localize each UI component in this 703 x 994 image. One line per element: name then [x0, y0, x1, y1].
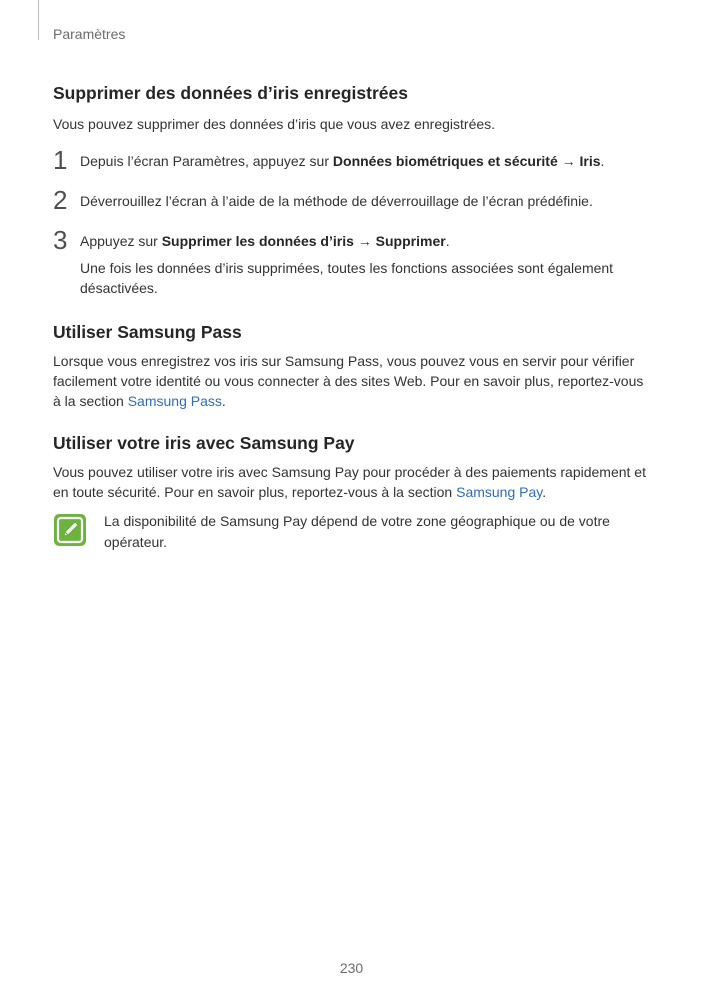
step-text: Déverrouillez l’écran à l’aide de la méthode de déverrouillage de l’écran prédéfinie. — [80, 193, 593, 209]
samsung-pass-link[interactable]: Samsung Pass — [127, 393, 222, 409]
page-number: 230 — [339, 960, 364, 976]
samsung-pay-link[interactable]: Samsung Pay — [456, 484, 543, 500]
note-pencil-icon — [53, 513, 87, 547]
section-intro: Vous pouvez supprimer des données d’iris que vous avez enregistrées. — [53, 116, 496, 132]
section-body — [53, 351, 653, 411]
period: . — [445, 233, 450, 249]
step-number: 1 — [53, 145, 68, 175]
step-text — [80, 151, 650, 171]
period: . — [221, 393, 226, 409]
section-heading-samsung-pass: Utiliser Samsung Pass — [53, 322, 242, 342]
period: . — [542, 484, 547, 500]
menu-path-delete-iris-data: Supprimer les données d’iris — [161, 233, 354, 249]
menu-path-iris: Iris — [579, 153, 601, 169]
step-text — [80, 231, 650, 251]
section-body — [53, 462, 653, 502]
section-heading-samsung-pay: Utiliser votre iris avec Samsung Pay — [53, 433, 355, 453]
step-text-pre: Depuis l’écran Paramètres, appuyez sur — [80, 153, 333, 169]
page-header-title: Paramètres — [53, 26, 126, 42]
arrow: → — [353, 233, 376, 249]
header-divider — [38, 0, 39, 40]
section-heading-delete-iris: Supprimer des données d’iris enregistrées — [53, 83, 408, 103]
step-number: 2 — [53, 185, 68, 215]
period: . — [600, 153, 605, 169]
step-number: 3 — [53, 225, 68, 255]
menu-path-delete: Supprimer — [375, 233, 446, 249]
body-text: Vous pouvez utiliser votre iris avec Samsung Pay pour procéder à des paiements rapidement et en toute sécurité. Pour en savoir plus, reportez-vous à la section — [53, 464, 646, 500]
step-note: Une fois les données d’iris supprimées, toutes les fonctions associées sont également désactivées. — [80, 260, 614, 296]
step-text-pre: Appuyez sur — [80, 233, 162, 249]
arrow: → — [557, 153, 580, 169]
menu-path-biometrics: Données biométriques et sécurité — [332, 153, 558, 169]
note-text: La disponibilité de Samsung Pay dépend de votre zone géographique ou de votre opérateur. — [104, 513, 610, 550]
body-text: Lorsque vous enregistrez vos iris sur Samsung Pass, vous pouvez vous en servir pour vérifier facilement votre identité ou vous connecter à des sites Web. Pour en savoir plus, reportez-vous à la section — [53, 353, 644, 409]
